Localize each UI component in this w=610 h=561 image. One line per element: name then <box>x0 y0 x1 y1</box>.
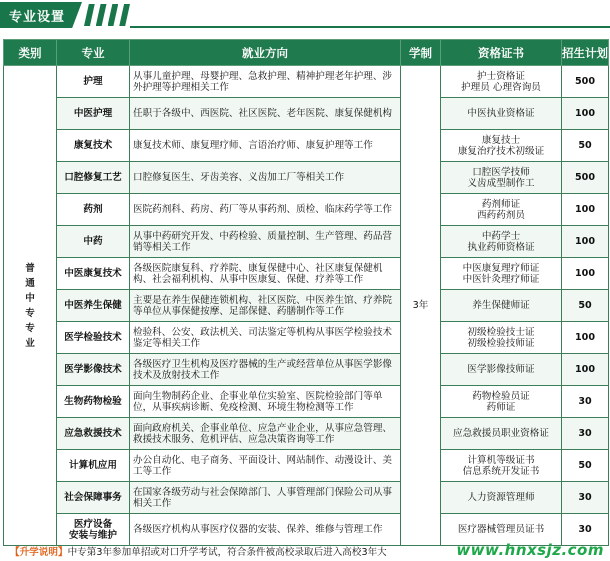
table-row <box>4 98 609 130</box>
section-banner <box>0 0 610 31</box>
table-row <box>4 418 609 450</box>
header-cert: 资格证书 <box>441 40 562 66</box>
career-direction: 办公自动化、电子商务、平面设计、网站制作、动漫设计、美工等工作 <box>130 450 401 482</box>
chevron-decoration-icon <box>84 4 130 26</box>
certificate: 护士资格证 护理员 心理咨询员 <box>441 66 562 98</box>
major-name: 药剂 <box>57 194 130 226</box>
term-cell: 3年 <box>401 66 441 546</box>
table-row <box>4 194 609 226</box>
table-row <box>4 290 609 322</box>
major-name: 口腔修复工艺 <box>57 162 130 194</box>
enrollment-quota: 50 <box>562 130 609 162</box>
enrollment-quota: 50 <box>562 290 609 322</box>
enrollment-quota: 30 <box>562 514 609 546</box>
career-direction: 康复技术师、康复理疗师、言语治疗师、康复护理等工作 <box>130 130 401 162</box>
major-table <box>3 39 609 546</box>
career-direction: 检验科、公安、政法机关、司法鉴定等机构从事医学检验技术鉴定等相关工作 <box>130 322 401 354</box>
major-name: 社会保障事务 <box>57 482 130 514</box>
certificate: 医疗器械管理员证书 <box>441 514 562 546</box>
career-direction: 面向政府机关、企事业单位、应急产业企业，从事应急管理、救援技术服务、危机评估、应急决策咨询等工作 <box>130 418 401 450</box>
major-name: 中医康复技术 <box>57 258 130 290</box>
table-row <box>4 386 609 418</box>
certificate: 康复技士 康复治疗技术初级证 <box>441 130 562 162</box>
certificate: 药物检验员证 药师证 <box>441 386 562 418</box>
certificate: 人力资源管理师 <box>441 482 562 514</box>
certificate: 计算机等级证书 信息系统开发证书 <box>441 450 562 482</box>
category-cell <box>4 66 57 546</box>
certificate: 中药学士 执业药师资格证 <box>441 226 562 258</box>
enrollment-quota: 100 <box>562 194 609 226</box>
site-watermark: www.hnxsjz.com <box>456 541 604 559</box>
career-direction: 从事中药研究开发、中药检验、质量控制、生产管理、药品营销等相关工作 <box>130 226 401 258</box>
career-direction: 口腔修复医生、牙齿美容、义齿加工厂等相关工作 <box>130 162 401 194</box>
table-row <box>4 322 609 354</box>
table-row <box>4 66 609 98</box>
banner-title: 专业设置 <box>9 10 66 25</box>
career-direction: 任职于各级中、西医院、社区医院、老年医院、康复保健机构 <box>130 98 401 130</box>
enrollment-quota: 100 <box>562 354 609 386</box>
header-direction: 就业方向 <box>130 40 401 66</box>
note-label: 【升学说明】 <box>10 547 68 558</box>
header-major: 专业 <box>57 40 130 66</box>
enrollment-quota: 50 <box>562 450 609 482</box>
certificate: 初级检验技士证 初级检验技师证 <box>441 322 562 354</box>
table-row <box>4 482 609 514</box>
certificate: 养生保健师证 <box>441 290 562 322</box>
major-name: 中医护理 <box>57 98 130 130</box>
career-direction: 主要是在养生保健连锁机构、社区医院、中医养生馆、疗养院等单位从事保健按摩、足部保健、药膳制作等工作 <box>130 290 401 322</box>
certificate: 中医康复理疗师证 中医针灸理疗师证 <box>441 258 562 290</box>
enrollment-quota: 500 <box>562 162 609 194</box>
enrollment-quota: 30 <box>562 482 609 514</box>
category-label: 普 通 中 专 专 业 <box>25 262 35 349</box>
major-name: 应急救援技术 <box>57 418 130 450</box>
major-name: 中医养生保健 <box>57 290 130 322</box>
career-direction: 各级医疗卫生机构及医疗器械的生产或经营单位从事医学影像技术及放射技术工作 <box>130 354 401 386</box>
major-name: 医学检验技术 <box>57 322 130 354</box>
major-name: 护理 <box>57 66 130 98</box>
header-term: 学制 <box>401 40 441 66</box>
banner-divider <box>130 26 610 28</box>
table-row <box>4 226 609 258</box>
major-name: 康复技术 <box>57 130 130 162</box>
career-direction: 从事儿童护理、母婴护理、急救护理、精神护理老年护理、涉外护理等护理相关工作 <box>130 66 401 98</box>
major-name: 计算机应用 <box>57 450 130 482</box>
enrollment-quota: 100 <box>562 258 609 290</box>
major-name: 中药 <box>57 226 130 258</box>
note-text: 中专第3年参加单招或对口升学考试，符合条件被高校录取后进入高校3年大 <box>67 547 387 558</box>
major-name: 医疗设备 安装与维护 <box>57 514 130 546</box>
table-row <box>4 130 609 162</box>
career-direction: 各级医疗机构从事医疗仪器的安装、保养、维修与管理工作 <box>130 514 401 546</box>
certificate: 口腔医学技师 义齿成型制作工 <box>441 162 562 194</box>
table-row <box>4 258 609 290</box>
certificate: 中医执业资格证 <box>441 98 562 130</box>
enrollment-quota: 100 <box>562 322 609 354</box>
enrollment-quota: 500 <box>562 66 609 98</box>
career-direction: 在国家各级劳动与社会保障部门、人事管理部门保险公司从事相关工作 <box>130 482 401 514</box>
career-direction: 各级医院康复科、疗养院、康复保健中心、社区康复保健机构、社会福利机构、从事中医康复、保健、疗养等工作 <box>130 258 401 290</box>
table-row <box>4 354 609 386</box>
certificate: 医学影像技师证 <box>441 354 562 386</box>
major-name: 生物药物检验 <box>57 386 130 418</box>
admission-note <box>10 544 530 558</box>
enrollment-quota: 100 <box>562 226 609 258</box>
header-quota: 招生计划 <box>562 40 609 66</box>
certificate: 药剂师证 西药药剂员 <box>441 194 562 226</box>
certificate: 应急救援员职业资格证 <box>441 418 562 450</box>
header-category: 类别 <box>4 40 57 66</box>
table-row <box>4 450 609 482</box>
major-name: 医学影像技术 <box>57 354 130 386</box>
table-header-row <box>4 40 609 66</box>
career-direction: 医院药剂科、药房、药厂等从事药剂、质检、临床药学等工作 <box>130 194 401 226</box>
table-row <box>4 162 609 194</box>
enrollment-quota: 30 <box>562 418 609 450</box>
enrollment-quota: 30 <box>562 386 609 418</box>
enrollment-quota: 100 <box>562 98 609 130</box>
career-direction: 面向生物制药企业、企事业单位实验室、医院检验部门等单位，从事疾病诊断、免疫检测、环境生物检测等工作 <box>130 386 401 418</box>
